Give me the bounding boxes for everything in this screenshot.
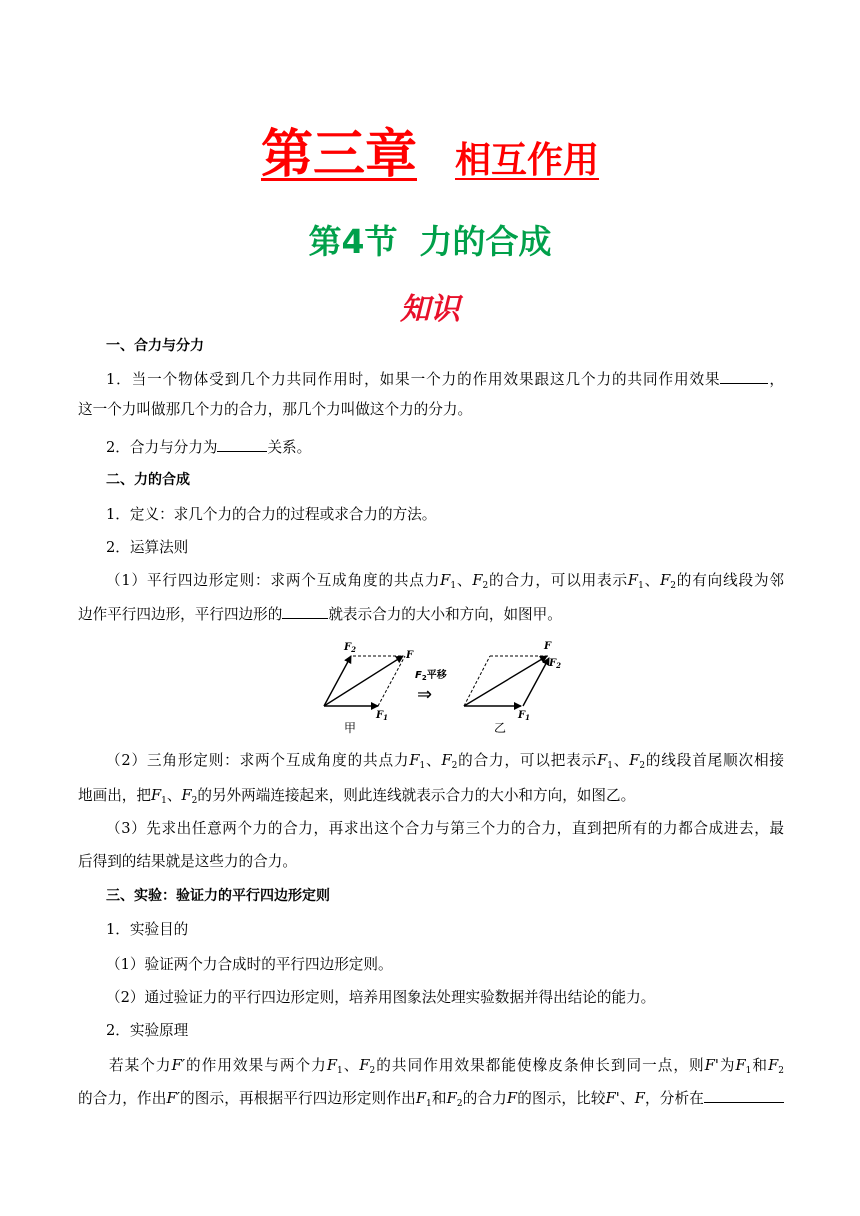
section-title: 力的合成 <box>419 222 552 261</box>
paragraph: （3）先求出任意两个力的合力，再求出这个合力与第三个力的合力，直到把所有的力都合成进去，最 <box>106 820 784 837</box>
chapter-heading <box>0 112 860 187</box>
paragraph: 1．实验目的 <box>106 921 189 938</box>
section-heading <box>0 216 860 263</box>
paragraph: 2．合力与分力为 关系。 <box>106 439 312 456</box>
paragraph-cont: 地画出，把$F_1$、$F_2$的另外两端连接起来，则此连线就表示合力的大小和方向，如图乙。 <box>78 787 636 806</box>
diagram-yi <box>464 641 561 735</box>
fill-blank[interactable] <box>720 369 768 384</box>
label-f2: $F_2$ <box>549 658 561 670</box>
svg-text:⇒: ⇒ <box>417 684 433 705</box>
label-jia: 甲 <box>344 721 357 735</box>
chapter-number: 第三章 <box>260 125 417 185</box>
section3-title: 三、实验：验证力的平行四边形定则 <box>106 888 330 904</box>
paragraph: （1）平行四边形定则：求两个互成角度的共点力$F_1$、$F_2$的合力，可以用表示$F_1$、$F_2$的有向线段为邻 <box>106 572 784 591</box>
knowledge-heading: 知识 <box>400 292 460 327</box>
vector-f <box>324 656 403 706</box>
label-f1: $F_1$ <box>518 710 530 722</box>
paragraph: 若某个力F′的作用效果与两个力$F_1$、$F_2$的共同作用效果都能使橡皮条伸长到同一点，则F'为$F_1$和$F_2$ <box>109 1057 784 1076</box>
paragraph: 1．当一个物体受到几个力共同作用时，如果一个力的作用效果跟这几个力的共同作用效果 ， <box>106 371 784 388</box>
paragraph-cont: 后得到的结果就是这些力的合力。 <box>78 853 297 870</box>
paragraph: 2．运算法则 <box>106 539 189 556</box>
fill-blank[interactable] <box>282 604 328 619</box>
diagram-jia <box>324 642 414 735</box>
paragraph: 2．实验原理 <box>106 1022 189 1039</box>
section-number: 第4节 <box>308 222 398 261</box>
vector-f2 <box>523 658 549 706</box>
paragraph: （2）三角形定则：求两个互成角度的共点力$F_1$、$F_2$的合力，可以把表示$F_1$、$F_2$的线段首尾顺次相接 <box>106 752 784 771</box>
section2-title: 二、力的合成 <box>106 472 190 488</box>
chapter-title: 相互作用 <box>455 140 600 181</box>
paragraph-cont: 的合力，作出F′的图示，再根据平行四边形定则作出$F_1$和$F_2$的合力F的图示，比较F'、F，分析在 <box>78 1088 784 1114</box>
paragraph-cont: 这一个力叫做那几个力的合力，那几个力叫做这个力的分力。 <box>78 401 473 418</box>
fill-blank[interactable] <box>217 437 267 452</box>
label-f2: $F_2$ <box>344 642 356 654</box>
label-yi: 乙 <box>494 721 507 735</box>
section1-title: 一、合力与分力 <box>106 338 204 354</box>
paragraph: （1）验证两个力合成时的平行四边形定则。 <box>106 956 393 973</box>
label-f: F <box>544 641 552 652</box>
paragraph: （2）通过验证力的平行四边形定则，培养用图象法处理实验数据并得出结论的能力。 <box>106 989 656 1006</box>
parallelogram-figure <box>318 636 578 738</box>
paragraph-cont: 边作平行四边形，平行四边形的 就表示合力的大小和方向，如图甲。 <box>78 606 562 623</box>
label-f: F <box>406 650 414 661</box>
svg-text:F2平移: $F_2$平移 <box>415 670 447 682</box>
label-f1: $F_1$ <box>376 710 388 722</box>
vector-f2 <box>324 656 351 706</box>
translate-arrow <box>415 668 448 705</box>
paragraph: 1．定义：求几个力的合力的过程或求合力的方法。 <box>106 506 437 523</box>
fill-blank[interactable] <box>704 1088 784 1103</box>
